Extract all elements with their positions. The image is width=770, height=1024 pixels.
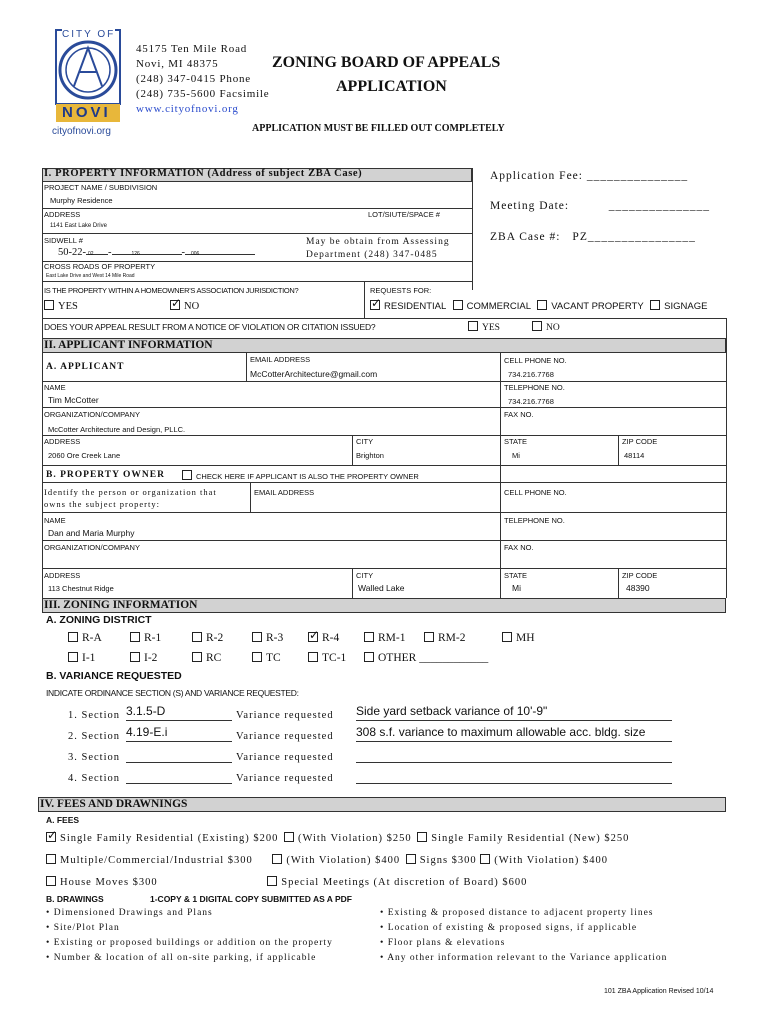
zoning-option-tc[interactable]: TC (252, 652, 308, 664)
variance-input[interactable] (356, 767, 672, 784)
owner-email-label: EMAIL ADDRESS (254, 488, 315, 497)
checkbox[interactable] (364, 632, 374, 642)
form-title: ZONING BOARD OF APPEALS (272, 54, 501, 71)
logo-novi: NOVI (62, 104, 111, 121)
drawings-note: 1-COPY & 1 DIGITAL COPY SUBMITTED AS A PDF (150, 894, 352, 904)
owner-name-label: NAME (44, 516, 66, 525)
zoning-option-r-a[interactable]: R-A (68, 632, 130, 644)
bullet-icon: • (380, 938, 388, 948)
zoning-option-i-1[interactable]: I-1 (68, 652, 130, 664)
cross-roads-label: CROSS ROADS OF PROPERTY (44, 262, 156, 271)
same-as-applicant-checkbox[interactable]: CHECK HERE IF APPLICANT IS ALSO THE PROPERTY OWNER (182, 470, 419, 481)
bullet-icon: • (380, 953, 388, 963)
applicant-zip-value[interactable]: 48114 (624, 451, 645, 460)
fee-house-moves[interactable]: House Moves $300 (46, 877, 158, 888)
fees-row-3 (46, 876, 527, 888)
owner-org-label: ORGANIZATION/COMPANY (44, 543, 140, 552)
request-commercial[interactable]: COMMERCIAL (453, 301, 531, 312)
fee-sfr-new[interactable]: Single Family Residential (New) $250 (417, 833, 629, 844)
checkbox[interactable] (252, 632, 262, 642)
drawing-requirement: • Floor plans & elevations (380, 938, 506, 948)
checkbox-checked[interactable] (170, 300, 180, 310)
request-signage[interactable]: SIGNAGE (650, 301, 707, 312)
checkbox[interactable] (502, 632, 512, 642)
checkbox[interactable] (364, 652, 374, 662)
drawing-requirement: • Dimensioned Drawings and Plans (46, 908, 213, 918)
project-name-label: PROJECT NAME / SUBDIVISION (44, 183, 158, 192)
section-4-title: IV. FEES AND DRAWNINGS (40, 798, 188, 810)
section-input[interactable] (126, 746, 232, 763)
sidwell-prefix: 50-22- (58, 247, 86, 258)
indicate-instructions: INDICATE ORDINANCE SECTION (S) AND VARIANCE REQUESTED: (46, 688, 299, 698)
fee-commercial-violation[interactable]: (With Violation) $400 (272, 855, 400, 866)
fees-label: A. FEES (46, 815, 80, 825)
fee-signs-violation[interactable]: (With Violation) $400 (480, 855, 608, 866)
violation-yes[interactable]: YES (468, 321, 500, 333)
sidwell-part-1: 02 (88, 251, 94, 257)
address-line: (248) 735-5600 Facsimile (136, 88, 270, 100)
zoning-option-rc[interactable]: RC (192, 652, 252, 664)
variance-input[interactable] (356, 746, 672, 763)
fee-sfr-existing[interactable]: ✓Single Family Residential (Existing) $200 (46, 833, 278, 844)
logo-website: cityofnovi.org (52, 126, 111, 137)
application-fee[interactable]: Application Fee: _______________ (490, 170, 689, 182)
sidwell-note: May be obtain from Assessing Department (248) 347-0485 (306, 237, 450, 260)
meeting-date[interactable]: Meeting Date: _______________ (490, 200, 710, 212)
fee-special-meeting[interactable]: Special Meetings (At discretion of Board) $600 (267, 877, 527, 888)
sidwell-part-3: 006 (191, 251, 200, 257)
checkbox[interactable] (192, 652, 202, 662)
cell-value[interactable]: 734.216.7768 (508, 370, 554, 379)
footer-revision: 101 ZBA Application Revised 10/14 (604, 988, 714, 995)
fee-sfr-existing-violation[interactable]: (With Violation) $250 (284, 833, 412, 844)
drawings-right-list (380, 906, 667, 966)
website-link[interactable]: www.cityofnovi.org (136, 103, 239, 115)
drawing-requirement: • Existing & proposed distance to adjacent property lines (380, 908, 654, 918)
owner-city-label: CITY (356, 571, 374, 580)
email-value[interactable]: McCotterArchitecture@gmail.com (250, 369, 378, 379)
bullet-icon: • (46, 908, 54, 918)
owner-state-label: STATE (504, 571, 528, 580)
section-input[interactable]: 3.1.5-D (126, 704, 232, 721)
section-1-title: I. PROPERTY INFORMATION (Address of subject ZBA Case) (44, 168, 363, 179)
owner-fax-label: FAX NO. (504, 543, 534, 552)
applicant-state-label: STATE (504, 437, 528, 446)
section-input[interactable] (126, 767, 232, 784)
variance-requested-label: B. VARIANCE REQUESTED (46, 670, 182, 682)
variance-item: 3. Section Variance requested (68, 746, 678, 766)
owner-cell-label: CELL PHONE NO. (504, 488, 567, 497)
city-address (136, 42, 269, 117)
owner-address-value[interactable]: 113 Chestnut Ridge (48, 584, 114, 593)
bullet-icon: • (46, 938, 54, 948)
checkbox[interactable] (130, 632, 140, 642)
hoa-question: IS THE PROPERTY WITHIN A HOMEOWNER'S ASSOCIATION JURISDICTION? (44, 286, 299, 295)
bullet-icon: • (46, 923, 54, 933)
name-label: NAME (44, 383, 66, 392)
address-line: 45175 Ten Mile Road (136, 43, 248, 55)
sidwell-label: SIDWELL # (44, 236, 83, 245)
form-subtitle: APPLICATION (336, 78, 447, 95)
request-vacant[interactable]: VACANT PROPERTY (537, 301, 643, 312)
address-line: Novi, MI 48375 (136, 58, 219, 70)
city-logo (54, 28, 122, 138)
owner-name-value[interactable]: Dan and Maria Murphy (48, 528, 135, 538)
zoning-option-r-4[interactable]: ✓ R-4 (308, 632, 364, 644)
owner-address-label: ADDRESS (44, 571, 81, 580)
cell-label: CELL PHONE NO. (504, 356, 567, 365)
email-label: EMAIL ADDRESS (250, 355, 311, 364)
zoning-option-r-2[interactable]: R-2 (192, 632, 252, 644)
owner-identify-note: Identify the person or organization that owns the subject property: (44, 487, 217, 509)
zoning-option-other[interactable]: OTHER ____________ (364, 652, 524, 664)
address-value[interactable]: 1141 East Lake Drive (50, 223, 107, 229)
project-name-value[interactable]: Murphy Residence (50, 196, 113, 205)
fee-commercial[interactable]: Multiple/Commercial/Industrial $300 (46, 855, 253, 866)
address-label: ADDRESS (44, 210, 81, 219)
bullet-icon: • (380, 923, 388, 933)
drawing-requirement: • Number & location of all on-site parking, if applicable (46, 953, 317, 963)
section-2-title: II. APPLICANT INFORMATION (44, 339, 213, 351)
applicant-zip-label: ZIP CODE (622, 437, 658, 446)
owner-zip-value[interactable]: 48390 (626, 583, 650, 593)
org-label: ORGANIZATION/COMPANY (44, 410, 140, 419)
drawing-requirement: • Location of existing & proposed signs, if applicable (380, 923, 638, 933)
owner-city-value[interactable]: Walled Lake (358, 583, 405, 593)
owner-telephone-label: TELEPHONE NO. (504, 516, 565, 525)
checkbox[interactable] (424, 632, 434, 642)
sidwell-part-2: 126 (131, 251, 140, 257)
drawing-requirement: • Existing or proposed buildings or addition on the property (46, 938, 333, 948)
owner-label: B. PROPERTY OWNER (46, 470, 165, 480)
telephone-label: TELEPHONE NO. (504, 383, 565, 392)
fee-signs[interactable]: Signs $300 (406, 855, 477, 866)
logo-city-of: CITY OF (62, 29, 116, 40)
zoning-option-r-1[interactable]: R-1 (130, 632, 192, 644)
variance-item: 4. Section Variance requested (68, 767, 678, 787)
bullet-icon: • (46, 953, 54, 963)
violation-no[interactable]: NO (532, 321, 560, 333)
hoa-no[interactable]: ✓ NO (170, 300, 199, 312)
applicant-address-value[interactable]: 2060 Ore Creek Lane (48, 451, 121, 460)
drawings-label: B. DRAWINGS (46, 894, 104, 904)
sidwell-value[interactable]: 50-22- 02 - 126 - 006 (58, 247, 255, 258)
drawings-left-list (46, 906, 333, 966)
zoning-row-1 (68, 632, 542, 644)
violation-question: DOES YOUR APPEAL RESULT FROM A NOTICE OF VIOLATION OR CITATION ISSUED? (44, 322, 376, 332)
variance-input[interactable]: Side yard setback variance of 10'-9" (356, 704, 672, 721)
zba-case[interactable]: ZBA Case #: PZ________________ (490, 231, 696, 243)
name-value[interactable]: Tim McCotter (48, 395, 99, 405)
checkbox[interactable] (68, 652, 78, 662)
applicant-label: A. APPLICANT (46, 362, 125, 372)
request-residential[interactable]: ✓RESIDENTIAL (370, 301, 446, 312)
requests-label: REQUESTS FOR: (370, 286, 432, 295)
zoning-option-rm-1[interactable]: RM-1 (364, 632, 424, 644)
fees-row-2 (46, 854, 608, 866)
owner-zip-label: ZIP CODE (622, 571, 658, 580)
address-line: (248) 347-0415 Phone (136, 73, 251, 85)
hoa-yes[interactable]: YES (44, 300, 78, 312)
completion-notice: APPLICATION MUST BE FILLED OUT COMPLETELY (252, 123, 505, 134)
zoning-option-tc-1[interactable]: TC-1 (308, 652, 364, 664)
applicant-city-label: CITY (356, 437, 374, 446)
drawing-requirement: • Any other information relevant to the Variance application (380, 953, 668, 963)
checkbox[interactable] (252, 652, 262, 662)
telephone-value[interactable]: 734.216.7768 (508, 397, 554, 406)
zoning-option-r-3[interactable]: R-3 (252, 632, 308, 644)
checkbox[interactable] (192, 632, 202, 642)
request-options (370, 300, 707, 312)
org-value[interactable]: McCotter Architecture and Design, PLLC. (48, 425, 186, 434)
checkbox[interactable] (68, 632, 78, 642)
section-input[interactable]: 4.19-E.i (126, 725, 232, 742)
section-3-title: III. ZONING INFORMATION (44, 599, 198, 611)
drawing-requirement: • Site/Plot Plan (46, 923, 120, 933)
variance-item: 2. Section 4.19-E.i Variance requested 308 s.f. variance to maximum allowable acc. bldg. size (68, 725, 678, 745)
variance-input[interactable]: 308 s.f. variance to maximum allowable acc. bldg. size (356, 725, 672, 742)
zoning-option-i-2[interactable]: I-2 (130, 652, 192, 664)
fax-label: FAX NO. (504, 410, 534, 419)
zoning-district-label: A. ZONING DISTRICT (46, 614, 152, 626)
lot-label: LOT/SIUTE/SPACE # (368, 210, 440, 219)
applicant-state-value[interactable]: Mi (512, 451, 520, 460)
zoning-option-rm-2[interactable]: RM-2 (424, 632, 502, 644)
checkbox[interactable] (130, 652, 140, 662)
checkbox[interactable] (308, 652, 318, 662)
zoning-row-2 (68, 652, 524, 664)
owner-state-value[interactable]: Mi (512, 583, 521, 593)
zoning-option-mh[interactable]: MH (502, 632, 542, 644)
bullet-icon: • (380, 908, 388, 918)
applicant-address-label: ADDRESS (44, 437, 81, 446)
fees-row-1 (46, 832, 629, 844)
applicant-city-value[interactable]: Brighton (356, 451, 384, 460)
checkbox[interactable] (44, 300, 54, 310)
checkbox[interactable] (308, 632, 318, 642)
variance-item: 1. Section 3.1.5-D Variance requested Side yard setback variance of 10'-9" (68, 704, 678, 724)
cross-roads-value[interactable]: East Lake Drive and West 14 Mile Road (46, 273, 135, 279)
